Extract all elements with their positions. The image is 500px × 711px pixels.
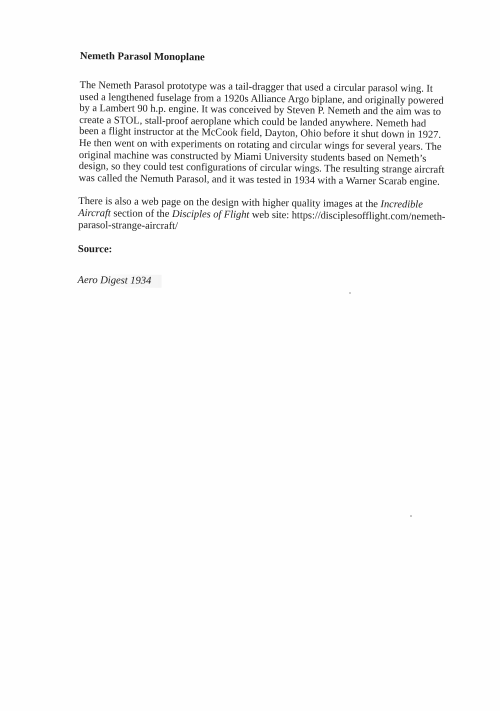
- body-paragraph-2: [78, 196, 446, 235]
- scan-speck: [349, 292, 351, 294]
- document-title: Nemeth Parasol Monoplane: [79, 50, 205, 64]
- source-label: Source:: [77, 244, 113, 256]
- disciples-of-flight-italic: Disciples of Flight: [171, 208, 250, 221]
- scan-speck: [410, 515, 412, 517]
- source-value: Aero Digest 1934: [78, 274, 162, 288]
- incredible-aircraft-italic: Incredible Aircraft: [78, 199, 423, 220]
- document-body: [78, 50, 448, 292]
- paragraph-2-text-middle: section of the: [110, 208, 173, 220]
- body-paragraph-1: The Nemeth Parasol prototype was a tail-dragger that used a circular parasol wing. It used a lengthened fuselage from a 1920s Alliance Argo biplane, and originally powered by a Lambert 90 h.p. engine. It was conceived by Steven P. Nemeth and the aim was to create a STOL, stall-proof aeroplane which could be landed anywhere. Nemeth had been a flight instructor at the McCook field, Dayton, Ohio before it shut down in 1927. He then went on with experiments on rotating and circular wings for several years. The original machine was constructed by Miami University students based on Nemeth’s design, so they could test configurations of circular wings. The resulting strange aircraft was called the Nemuth Parasol, and it was tested in 1934 with a Warner Scarab engine.: [78, 79, 445, 188]
- paragraph-2-text-end: web site: https://disciplesofflight.com/nemeth-parasol-strange-aircraft/: [78, 209, 446, 232]
- paragraph-2-text-start: There is also a web page on the design with higher quality images at the: [78, 196, 381, 211]
